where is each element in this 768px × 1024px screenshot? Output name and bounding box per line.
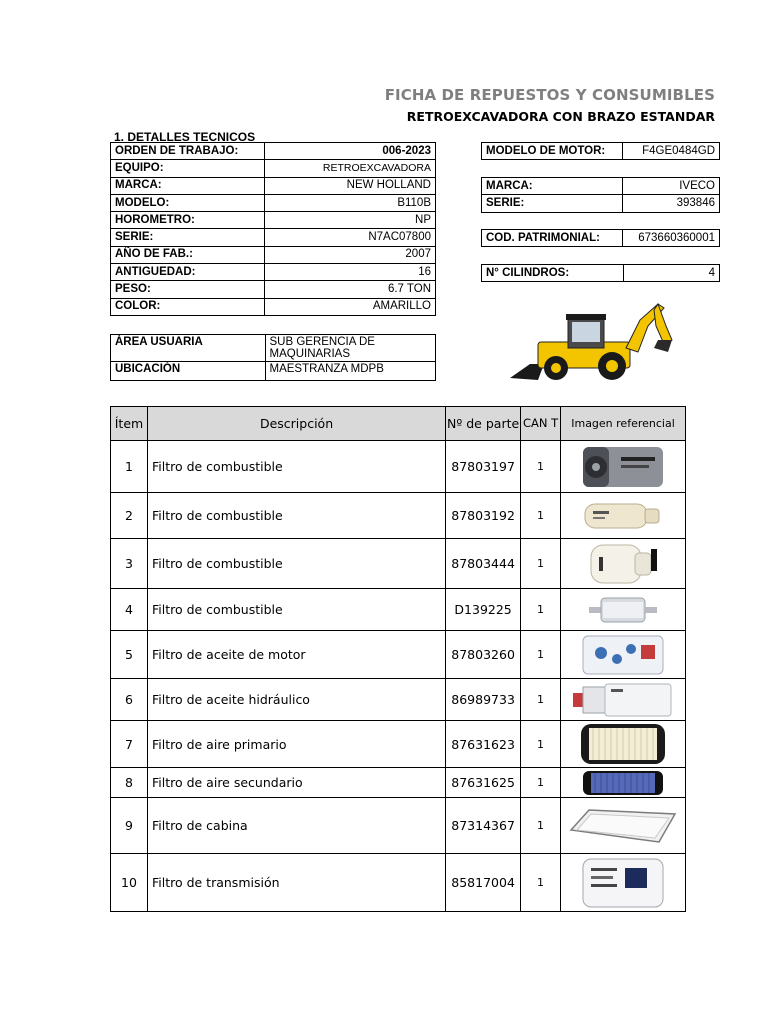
table-row xyxy=(111,854,686,912)
part-number: 87803444 xyxy=(446,539,521,589)
field-value: NEW HOLLAND xyxy=(265,177,436,194)
document-title: FICHA DE REPUESTOS Y CONSUMIBLES xyxy=(384,86,715,104)
location-label: UBICACIÓN xyxy=(111,362,266,381)
part-number: 87803260 xyxy=(446,631,521,679)
header-image: Imagen referencial xyxy=(561,407,686,441)
table-row xyxy=(111,679,686,721)
quantity: 1 xyxy=(521,441,561,493)
table-row xyxy=(111,539,686,589)
quantity: 1 xyxy=(521,679,561,721)
quantity: 1 xyxy=(521,798,561,854)
equipment-row xyxy=(111,160,436,177)
part-number: 86989733 xyxy=(446,679,521,721)
patrimonial-value: 673660360001 xyxy=(623,230,720,247)
motor-model-value: F4GE0484GD xyxy=(623,143,720,160)
field-label: MODELO: xyxy=(111,194,265,211)
oil-filter-icon xyxy=(577,633,669,677)
part-number: D139225 xyxy=(446,589,521,631)
field-label: MARCA: xyxy=(111,177,265,194)
header-item: Ítem xyxy=(111,407,148,441)
quantity: 1 xyxy=(521,589,561,631)
fuel-separator-icon xyxy=(577,541,669,587)
item-description: Filtro de transmisión xyxy=(147,854,445,912)
table-row xyxy=(111,721,686,768)
motor-serial-value: 393846 xyxy=(623,195,720,212)
spin-on-filter-icon xyxy=(577,443,669,491)
table-row xyxy=(111,441,686,493)
part-number: 87631625 xyxy=(446,768,521,798)
item-description: Filtro de aceite de motor xyxy=(147,631,445,679)
item-description: Filtro de cabina xyxy=(147,798,445,854)
item-number: 8 xyxy=(111,768,148,798)
quantity: 1 xyxy=(521,493,561,539)
quantity: 1 xyxy=(521,631,561,679)
section-title: 1. DETALLES TECNICOS xyxy=(114,130,256,144)
air-filter-icon xyxy=(577,722,669,766)
inline-filter-icon xyxy=(577,592,669,628)
field-value: AMARILLO xyxy=(265,298,436,315)
field-value: 2007 xyxy=(265,246,436,263)
field-label: PESO: xyxy=(111,281,265,298)
field-label: COLOR: xyxy=(111,298,265,315)
equipment-table xyxy=(110,142,436,316)
item-description: Filtro de combustible xyxy=(147,441,445,493)
hydraulic-filter-icon xyxy=(571,681,675,719)
quantity: 1 xyxy=(521,721,561,768)
item-description: Filtro de aire primario xyxy=(147,721,445,768)
area-value: SUB GERENCIA DE MAQUINARIAS xyxy=(265,335,436,362)
item-number: 3 xyxy=(111,539,148,589)
table-row xyxy=(111,493,686,539)
item-number: 4 xyxy=(111,589,148,631)
location-value: MAESTRANZA MDPB xyxy=(265,362,436,381)
table-row xyxy=(111,798,686,854)
field-label: ORDEN DE TRABAJO: xyxy=(111,143,265,160)
item-number: 1 xyxy=(111,441,148,493)
equipment-row xyxy=(111,281,436,298)
motor-brand-value: IVECO xyxy=(623,178,720,195)
item-description: Filtro de combustible xyxy=(147,539,445,589)
field-value: 6.7 TON xyxy=(265,281,436,298)
item-description: Filtro de aire secundario xyxy=(147,768,445,798)
item-number: 5 xyxy=(111,631,148,679)
cylinders-label: N° CILINDROS: xyxy=(482,265,624,282)
field-value: NP xyxy=(265,212,436,229)
field-value: RETROEXCAVADORA xyxy=(265,160,436,177)
header-description: Descripción xyxy=(147,407,445,441)
cylinders-table xyxy=(481,264,720,282)
field-value: B110B xyxy=(265,194,436,211)
patrimonial-table xyxy=(481,229,720,247)
field-label: HOROMETRO: xyxy=(111,212,265,229)
item-number: 7 xyxy=(111,721,148,768)
motor-model-table xyxy=(481,142,720,160)
equipment-row xyxy=(111,194,436,211)
equipment-row xyxy=(111,177,436,194)
table-row xyxy=(111,589,686,631)
area-table xyxy=(110,334,436,381)
part-number: 87631623 xyxy=(446,721,521,768)
cabin-filter-icon xyxy=(567,804,679,848)
quantity: 1 xyxy=(521,768,561,798)
part-number: 85817004 xyxy=(446,854,521,912)
part-number: 87803197 xyxy=(446,441,521,493)
quantity: 1 xyxy=(521,539,561,589)
motor-brand-table xyxy=(481,177,720,213)
item-description: Filtro de combustible xyxy=(147,493,445,539)
item-description: Filtro de combustible xyxy=(147,589,445,631)
table-row xyxy=(111,768,686,798)
table-row xyxy=(111,631,686,679)
cartridge-filter-icon xyxy=(577,498,669,534)
field-label: ANTIGUEDAD: xyxy=(111,264,265,281)
motor-model-label: MODELO DE MOTOR: xyxy=(482,143,623,160)
equipment-row xyxy=(111,246,436,263)
field-value: N7AC07800 xyxy=(265,229,436,246)
item-number: 2 xyxy=(111,493,148,539)
patrimonial-label: COD. PATRIMONIAL: xyxy=(482,230,623,247)
secondary-air-filter-icon xyxy=(577,769,669,797)
equipment-row xyxy=(111,229,436,246)
field-label: SERIE: xyxy=(111,229,265,246)
motor-serial-label: SERIE: xyxy=(482,195,623,212)
field-value: 006-2023 xyxy=(265,143,436,160)
quantity: 1 xyxy=(521,854,561,912)
document-subtitle: RETROEXCAVADORA CON BRAZO ESTANDAR xyxy=(406,109,715,124)
header-part-number: Nº de parte xyxy=(446,407,521,441)
area-label: ÁREA USUARIA xyxy=(111,335,266,362)
motor-brand-label: MARCA: xyxy=(482,178,623,195)
cylinders-value: 4 xyxy=(623,265,719,282)
part-number: 87803192 xyxy=(446,493,521,539)
equipment-row xyxy=(111,143,436,160)
item-number: 6 xyxy=(111,679,148,721)
equipment-row xyxy=(111,298,436,315)
backhoe-image xyxy=(508,296,674,382)
item-description: Filtro de aceite hidráulico xyxy=(147,679,445,721)
header-quantity: CAN T xyxy=(521,407,561,441)
field-value: 16 xyxy=(265,264,436,281)
field-label: AÑO DE FAB.: xyxy=(111,246,265,263)
field-label: EQUIPO: xyxy=(111,160,265,177)
equipment-row xyxy=(111,264,436,281)
parts-header-row xyxy=(111,407,686,441)
parts-table xyxy=(110,406,686,912)
item-number: 10 xyxy=(111,854,148,912)
equipment-row xyxy=(111,212,436,229)
transmission-filter-icon xyxy=(577,856,669,910)
part-number: 87314367 xyxy=(446,798,521,854)
item-number: 9 xyxy=(111,798,148,854)
